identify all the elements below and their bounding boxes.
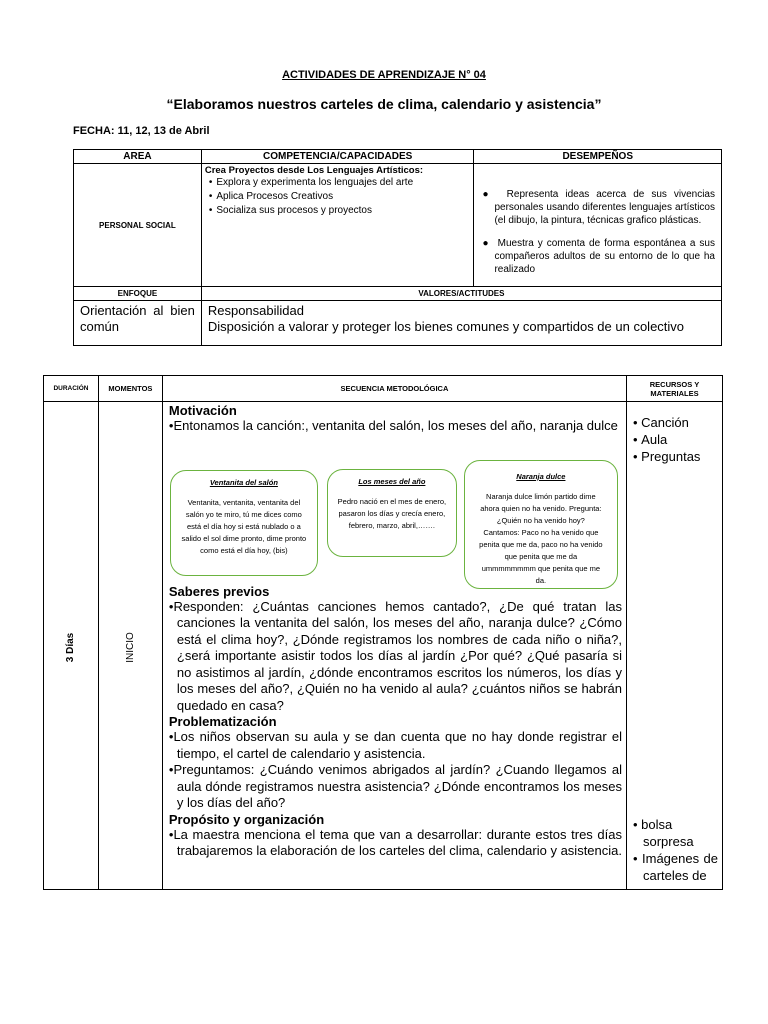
document-title: ACTIVIDADES DE APRENDIZAJE N° 04 xyxy=(282,69,486,81)
date-line: FECHA: 11, 12, 13 de Abril xyxy=(73,125,210,137)
recurso-item: • Aula xyxy=(633,432,668,447)
recurso-item: • Imágenes de carteles de xyxy=(633,851,718,883)
secuencia-table xyxy=(43,375,723,890)
header-recursos: RECURSOS Y MATERIALES xyxy=(627,376,723,402)
valor-value: Responsabilidad xyxy=(207,303,304,318)
song-lyrics: Pedro nació en el mes de enero, pasaron los días y crecía enero, febrero, marzo, abril,……. xyxy=(337,497,447,530)
header-area: AREA xyxy=(74,150,202,164)
desempeno-item: ● Representa ideas acerca de sus vivencias personales usando diferentes lenguajes artísticos (el dibujo, la pintura, técnicas grafico plásticas. xyxy=(482,189,715,226)
capacidad-item: • Socializa sus procesos y proyectos xyxy=(219,204,471,218)
header-desempenos: DESEMPEÑOS xyxy=(474,150,722,164)
proposito-title: Propósito y organización xyxy=(168,811,325,827)
area-value: PERSONAL SOCIAL xyxy=(74,164,202,287)
momento-cell xyxy=(98,402,162,890)
capacidad-item: • Explora y experimenta los lenguajes del arte xyxy=(219,176,471,190)
capacidad-item: • Aplica Procesos Creativos xyxy=(219,190,471,204)
saberes-title: Saberes previos xyxy=(168,583,270,599)
song-lyrics: Naranja dulce limón partido dime ahora quien no ha venido. Pregunta: ¿Quién no ha venido hoy? Cantamos: Paco no ha venido que penita que me da, paco no ha venido que penita que me da ummmmmmmm que penita que me da. xyxy=(479,492,603,585)
duracion-cell xyxy=(44,402,99,890)
problematizacion-title: Problematización xyxy=(168,714,277,729)
recurso-item: • Preguntas xyxy=(633,449,701,464)
header-secuencia: SECUENCIA METODOLÓGICA xyxy=(162,376,626,402)
competencia-cell xyxy=(201,164,474,287)
song-bubble-ventanita xyxy=(170,470,318,576)
momento-value: INICIO xyxy=(124,631,136,663)
document-subtitle: “Elaboramos nuestros carteles de clima, calendario y asistencia” xyxy=(166,96,602,112)
valores-cell xyxy=(201,301,721,346)
motivacion-title: Motivación xyxy=(168,403,237,418)
competencia-title: Crea Proyectos desde Los Lenguajes Artísticos: xyxy=(204,165,424,176)
proposito-text: •La maestra menciona el tema que van a desarrollar: durante estos tres días trabajaremos la elaboración de los carteles del clima, calendario y asistencia. xyxy=(168,826,622,858)
problem-item: •Preguntamos: ¿Cuándo venimos abrigados al jardín? ¿Cuando llegamos al aula dónde registramos nuestra asistencia? ¿Dónde encontramos los meses y los días del año? xyxy=(168,762,622,810)
song-lyrics: Ventanita, ventanita, ventanita del salón yo te miro, tú me dices como está el día hoy si está nublado o a salido el sol dime pronto, dime pronto como está el día hoy, (bis) xyxy=(181,498,307,555)
secuencia-cell xyxy=(162,402,626,890)
recurso-item: • Canción xyxy=(633,415,689,430)
song-title: Naranja dulce xyxy=(516,472,566,481)
header-duracion: DURACIÓN xyxy=(44,376,99,402)
motivacion-text: •Entonamos la canción:, ventanita del salón, los meses del año, naranja dulce xyxy=(168,418,618,433)
song-title: Ventanita del salón xyxy=(209,478,278,487)
header-enfoque: ENFOQUE xyxy=(74,287,202,301)
recurso-item: • bolsa sorpresa xyxy=(633,817,694,849)
desempeno-item: ● Muestra y comenta de forma espontánea a sus compañeros adultos de su entorno de lo que ha realizado xyxy=(482,238,715,275)
desempenos-cell xyxy=(474,164,722,287)
song-bubble-meses xyxy=(327,469,457,557)
enfoque-value: Orientación al bien común xyxy=(74,301,202,346)
header-momentos: MOMENTOS xyxy=(98,376,162,402)
actitud-value: Disposición a valorar y proteger los bienes comunes y compartidos de un colectivo xyxy=(207,319,685,334)
problem-item: •Los niños observan su aula y se dan cuenta que no hay donde registrar el tiempo, el cartel de calendario y asistencia. xyxy=(168,729,622,761)
competencias-table xyxy=(73,149,722,346)
song-title: Los meses del año xyxy=(358,477,426,486)
header-competencia: COMPETENCIA/CAPACIDADES xyxy=(201,150,474,164)
header-valores: VALORES/ACTITUDES xyxy=(201,287,721,301)
saberes-text: •Responden: ¿Cuántas canciones hemos cantado?, ¿De qué tratan las canciones la ventanita del salón, los meses del año, naranja dulce? ¿Cómo está el clima hoy?, ¿Dónde registramos los nombres de cada niño o niña?, ¿será importante asistir todos los días al jardín ¿Por qué? ¿Qué pasaría si no asistimos al jardín, ¿dónde encontramos escritos los números, los días y los meses del año?, ¿Quién no ha venido al aula? ¿cuántos niños se habrán quedado en casa? xyxy=(168,598,622,713)
recursos-cell xyxy=(627,402,723,890)
duracion-value: 3 Días xyxy=(65,632,77,662)
song-bubble-naranja xyxy=(464,460,618,589)
